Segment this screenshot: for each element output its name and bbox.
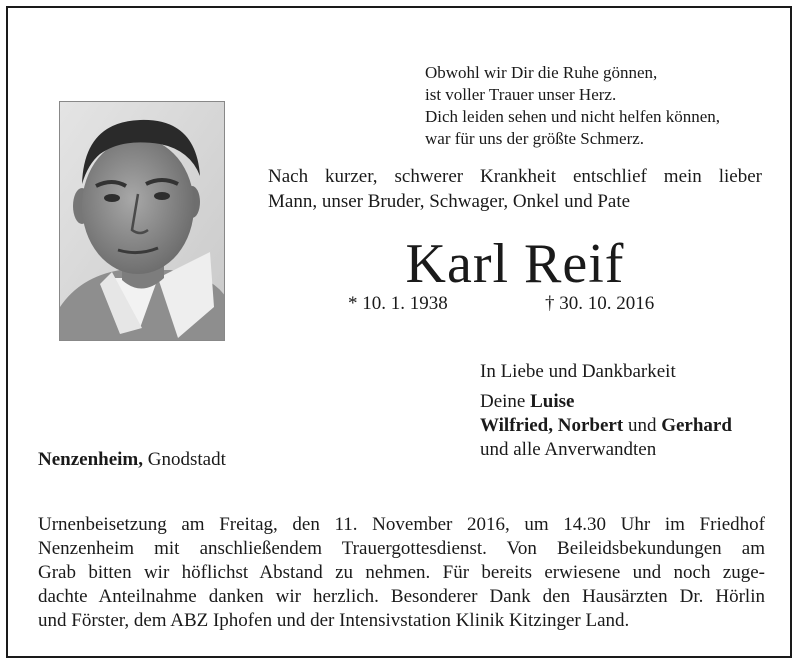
poem-line: war für uns der größte Schmerz. [425,129,645,148]
child-name: Norbert [557,415,624,436]
child-name: Wilfried, [480,415,554,436]
memorial-poem [425,62,770,150]
intro-line: Nach kurzer, schwerer Krankheit entschlief mein lieber [268,166,762,187]
funeral-notice [38,513,765,633]
children-line [480,414,780,438]
notice-line: und Förster, dem ABZ Iphofen und der Intensivstation Klinik Kitzinger Land. [38,610,630,631]
place-main: Nenzenheim, [38,449,144,470]
notice-line: Nenzenheim mit anschließendem Trauergottesdienst. Von Beileidsbekundungen am [38,538,765,559]
child-name: Gerhard [661,415,732,436]
wife-name: Luise [530,391,575,412]
death-date: † 30. 10. 2016 [545,293,655,314]
deine-label: Deine [480,391,526,412]
und-label: und [627,415,657,436]
relatives-line: und alle Anverwandten [480,439,657,460]
notice-line: Grab bitten wir höflichst Abstand zu nehmen. Für bereits erwiesene und noch zuge- [38,562,765,583]
poem-line: Obwohl wir Dir die Ruhe gönnen, [425,63,658,82]
greeting: In Liebe und Dankbarkeit [480,361,676,382]
portrait-image [60,102,225,341]
place-line [38,448,226,472]
intro-line: Mann, unser Bruder, Schwager, Onkel und Pate [268,191,631,212]
place-secondary: Gnodstadt [147,449,226,470]
wife-line [480,390,780,414]
notice-line: Urnenbeisetzung am Freitag, den 11. November 2016, um 14.30 Uhr im Friedhof [38,514,765,535]
family-signature [480,360,780,462]
poem-line: Dich leiden sehen und nicht helfen können, [425,107,721,126]
birth-date: * 10. 1. 1938 [348,293,448,314]
notice-line: dachte Anteilnahme danken wir herzlich. Besonderer Dank den Hausärzten Dr. Hörlin [38,586,765,607]
poem-line: ist voller Trauer unser Herz. [425,85,617,104]
portrait-photo [59,101,225,341]
obituary-notice [6,6,792,658]
deceased-name: Karl Reif [405,233,625,295]
intro-text [268,164,762,214]
